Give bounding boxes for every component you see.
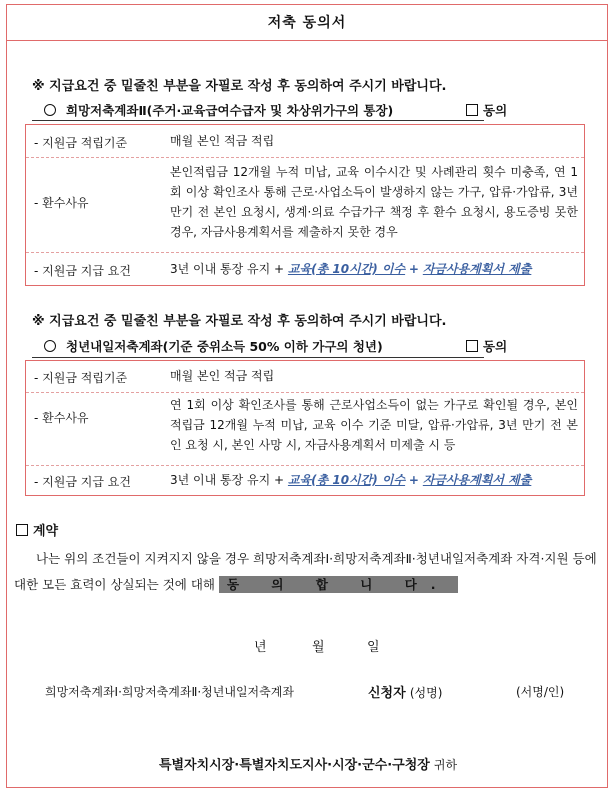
- date-year[interactable]: 년: [254, 640, 267, 655]
- section2-conditions-table: [25, 360, 585, 496]
- row-label: - 환수사유: [34, 411, 89, 425]
- section2-account-name: 청년내일저축계좌(기준 중위소득 50% 이하 가구의 청년): [66, 339, 383, 354]
- addressee-name: 특별자치시장·특별자치도지사·시장·군수·구청장: [158, 758, 430, 773]
- row-value: [170, 259, 578, 279]
- applicant-label: 신청자: [368, 686, 406, 701]
- section1-agree-label: 동의: [483, 103, 508, 118]
- plan-requirement: 자금사용계획서 제출: [422, 262, 532, 276]
- divider: [32, 357, 484, 358]
- addressee-suffix: 귀하: [433, 758, 458, 772]
- section1-account-option[interactable]: [44, 101, 393, 119]
- signature-accounts: 희망저축계좌Ⅰ·희망저축계좌Ⅱ·청년내일저축계좌: [45, 685, 294, 699]
- row-label: - 지원금 적립기준: [34, 371, 128, 385]
- section1-notice: ※ 지급요건 중 밑줄친 부분을 자필로 작성 후 동의하여 주시기 바랍니다.: [32, 79, 447, 94]
- row-value: 매월 본인 적금 적립: [170, 369, 275, 383]
- addressee: [0, 754, 616, 773]
- name-hint: (성명): [409, 686, 443, 700]
- table-row: [26, 158, 584, 252]
- section2-account-option[interactable]: [44, 337, 383, 355]
- radio-circle-icon[interactable]: [44, 340, 56, 352]
- section2-agree-label: 동의: [483, 339, 508, 354]
- applicant-name-field[interactable]: [368, 682, 442, 701]
- table-row: [26, 253, 584, 286]
- table-row: [26, 361, 584, 392]
- checkbox-icon[interactable]: [466, 104, 478, 116]
- row-value: 본인적립금 12개월 누적 미납, 교육 이수시간 및 사례관리 횟수 미충족, 연 1회 이상 확인조사 통해 근로·사업소득이 발생하지 않는 가구, 압류·가압류, 3년만기 전 본인 요청시, 생계·의료 수급가구 책정 후 환수 요청시, 용도증빙 못한 경우, 자금사용계획서를 제출하지 못한 경우: [170, 165, 578, 239]
- contract-heading: [16, 520, 58, 539]
- table-row: [26, 125, 584, 157]
- education-requirement: 교육(총 10시간) 이수: [287, 262, 406, 276]
- signature-field[interactable]: (서명/인): [516, 685, 565, 699]
- payment-condition-prefix: 3년 이내 통장 유지 +: [170, 262, 285, 276]
- table-row: [26, 393, 584, 465]
- row-label: - 지원금 지급 요건: [34, 475, 131, 489]
- section2-notice: ※ 지급요건 중 밑줄친 부분을 자필로 작성 후 동의하여 주시기 바랍니다.: [32, 314, 447, 329]
- row-label: - 지원금 적립기준: [34, 136, 128, 150]
- row-value: [170, 470, 578, 490]
- date-month[interactable]: 월: [312, 640, 325, 655]
- row-value: 연 1회 이상 확인조사를 통해 근로사업소득이 없는 가구로 확인될 경우, 본인적립금 12개월 누적 미납, 교육 이수 기준 미달, 압류·가압류, 3년 만기 전 본인 요청 시, 본인 사망 시, 자금사용계획서 미제출 시 등: [170, 398, 579, 452]
- row-value: 매월 본인 적금 적립: [170, 134, 275, 148]
- section2-agree-checkbox[interactable]: [466, 337, 507, 355]
- contract-text: [14, 546, 604, 598]
- table-row: [26, 466, 584, 496]
- document-title: 저축 동의서: [6, 4, 608, 41]
- radio-circle-icon[interactable]: [44, 104, 56, 116]
- checkbox-icon[interactable]: [466, 340, 478, 352]
- checkbox-icon: [16, 524, 28, 536]
- contract-heading-label: 계약: [33, 524, 59, 539]
- date-day[interactable]: 일: [367, 640, 380, 655]
- plus-sign: +: [408, 262, 419, 276]
- plan-requirement: 자금사용계획서 제출: [422, 473, 532, 487]
- section1-account-name: 희망저축계좌Ⅱ(주거·교육급여수급자 및 차상위가구의 통장): [66, 103, 394, 118]
- education-requirement: 교육(총 10시간) 이수: [287, 473, 406, 487]
- row-label: - 지원금 지급 요건: [34, 264, 131, 278]
- plus-sign: +: [408, 473, 419, 487]
- section1-agree-checkbox[interactable]: [466, 101, 507, 119]
- divider: [32, 120, 484, 121]
- contract-body: 나는 위의 조건들이 지켜지지 않을 경우 희망저축계좌Ⅰ·희망저축계좌Ⅱ·청년내일저축계좌 자격·지원 등에 대한 모든 효력이 상실되는 것에 대해: [14, 551, 597, 592]
- agree-statement: 동 의 합 니 다.: [219, 576, 458, 593]
- row-label: - 환수사유: [34, 196, 89, 210]
- section1-conditions-table: [25, 124, 585, 286]
- payment-condition-prefix: 3년 이내 통장 유지 +: [170, 473, 285, 487]
